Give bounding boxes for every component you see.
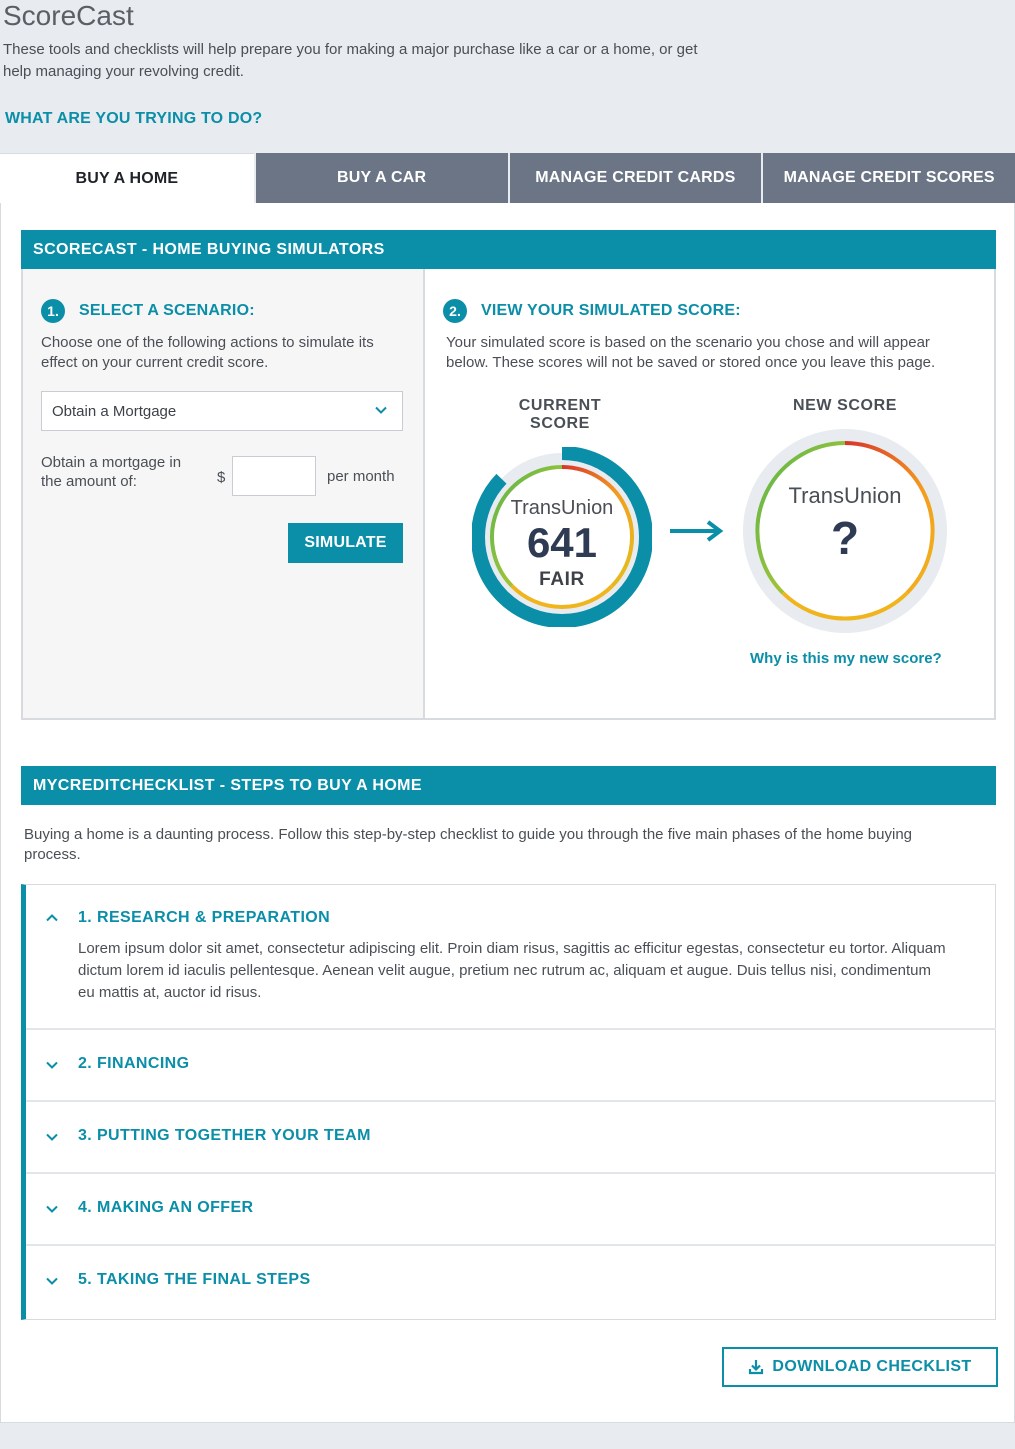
step1-heading xyxy=(41,299,255,323)
tab-buy-a-car[interactable]: BUY A CAR xyxy=(254,153,508,203)
checklist-item-final-steps[interactable] xyxy=(26,1246,996,1318)
per-month-label: per month xyxy=(327,468,395,485)
simulator-box xyxy=(21,269,996,720)
new-score-label: NEW SCORE xyxy=(792,397,898,414)
tab-panel xyxy=(0,203,1015,1423)
chevron-up-icon xyxy=(45,911,59,925)
checklist-item-title: 5. TAKING THE FINAL STEPS xyxy=(78,1271,311,1288)
why-new-score-link[interactable]: Why is this my new score? xyxy=(750,650,942,667)
chevron-down-icon xyxy=(45,1274,59,1288)
checklist-header: MYCREDITCHECKLIST - STEPS TO BUY A HOME xyxy=(21,766,996,805)
current-score-label: CURRENT SCORE xyxy=(518,397,602,432)
app-title: ScoreCast xyxy=(3,0,134,31)
checklist-item-team[interactable] xyxy=(26,1102,996,1174)
new-score-gauge xyxy=(743,429,947,633)
step2-heading xyxy=(443,299,741,323)
current-score-gauge xyxy=(472,447,652,627)
tab-bar xyxy=(0,153,1015,203)
download-icon xyxy=(748,1359,764,1375)
step2-number: 2. xyxy=(443,299,467,323)
download-checklist-label: DOWNLOAD CHECKLIST xyxy=(772,1358,972,1375)
checklist-item-financing[interactable] xyxy=(26,1030,996,1102)
step2-title: VIEW YOUR SIMULATED SCORE: xyxy=(481,302,741,319)
app-description: These tools and checklists will help prepare you for making a major purchase like a car or a home, or get help managing your revolving credit. xyxy=(3,41,698,80)
tab-buy-a-home[interactable]: BUY A HOME xyxy=(0,153,254,203)
chevron-down-icon xyxy=(45,1130,59,1144)
step1-number: 1. xyxy=(41,299,65,323)
step2-description: Your simulated score is based on the scenario you chose and will appear below. These scores will not be saved or stored once you leave this page. xyxy=(446,334,936,371)
checklist-item-title: 4. MAKING AN OFFER xyxy=(78,1199,254,1216)
checklist-accordion xyxy=(21,884,996,1320)
checklist-item-title: 3. PUTTING TOGETHER YOUR TEAM xyxy=(78,1127,371,1144)
new-score-value: ? xyxy=(830,512,860,564)
checklist-item-title: 2. FINANCING xyxy=(78,1055,190,1072)
download-checklist-button[interactable] xyxy=(722,1347,998,1387)
current-score-value: 641 xyxy=(526,519,598,566)
step1-title: SELECT A SCENARIO: xyxy=(79,302,255,319)
checklist-item-body: Lorem ipsum dolor sit amet, consectetur adipiscing elit. Proin diam risus, sagittis ac efficitur egestas, consectetur eu tortor. Aliquam dictum lorem id iaculis pellentesque. Aenean velit augue, pretium nec rutrum ac, aliquam et augue. Duis tellus nisi, condimentum eu mattis at, auctor id risus. xyxy=(78,940,946,1001)
current-score-rating: FAIR xyxy=(539,569,585,590)
checklist-intro: Buying a home is a daunting process. Follow this step-by-step checklist to guide you through the five main phases of the home buying process. xyxy=(24,826,913,863)
current-bureau: TransUnion xyxy=(510,497,614,519)
amount-label: Obtain a mortgage in the amount of: xyxy=(41,454,182,490)
tab-manage-credit-scores[interactable]: MANAGE CREDIT SCORES xyxy=(761,153,1015,203)
new-bureau: TransUnion xyxy=(788,483,902,508)
chevron-down-icon xyxy=(45,1058,59,1072)
tab-manage-credit-cards[interactable]: MANAGE CREDIT CARDS xyxy=(508,153,762,203)
simulate-button[interactable]: SIMULATE xyxy=(288,523,403,563)
amount-input[interactable] xyxy=(232,456,316,496)
chevron-down-icon xyxy=(374,403,388,417)
checklist-item-title: 1. RESEARCH & PREPARATION xyxy=(78,909,331,926)
section-question: WHAT ARE YOU TRYING TO DO? xyxy=(5,110,263,127)
arrow-right-icon xyxy=(668,519,724,543)
checklist-item-offer[interactable] xyxy=(26,1174,996,1246)
checklist-item-research[interactable] xyxy=(26,885,996,1030)
scenario-panel xyxy=(23,269,425,718)
step1-description: Choose one of the following actions to simulate its effect on your current credit score. xyxy=(41,334,374,371)
chevron-down-icon xyxy=(45,1202,59,1216)
simulated-score-panel xyxy=(425,269,994,718)
scenario-select-value: Obtain a Mortgage xyxy=(52,402,177,420)
simulator-header: SCORECAST - HOME BUYING SIMULATORS xyxy=(21,230,996,269)
currency-symbol: $ xyxy=(217,469,226,486)
scenario-select[interactable] xyxy=(41,391,403,431)
